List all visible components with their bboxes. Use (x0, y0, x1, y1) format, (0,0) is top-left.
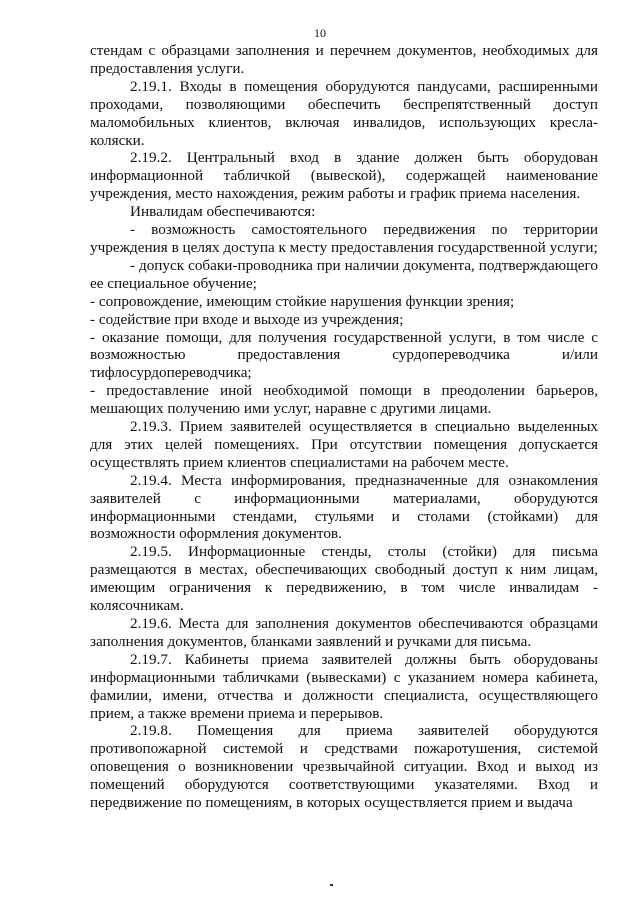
list-item-sign-language: - оказание помощи, для получения государственной услуги, в том числе с возможностью предоставления сурдопереводчика и/или тифлосурдопереводчика; (90, 328, 598, 382)
list-item-mobility: - возможность самостоятельного передвижения по территории учреждения в целях доступа к месту предоставления государственной услуги; (90, 221, 598, 256)
paragraph-2-19-6: 2.19.6. Места для заполнения документов обеспечиваются образцами заполнения документов, бланками заявлений и ручками для письма. (90, 615, 598, 650)
paragraph-2-19-8: 2.19.8. Помещения для приема заявителей оборудуются противопожарной системой и средствами пожаротушения, системой оповещения о возникновении чрезвычайной ситуации. Вход и выход из помещений оборудуются соответствующими указателями. Вход и передвижение по помещениям, в которых осуществляется прием и выдача (90, 722, 598, 812)
document-body (90, 42, 598, 812)
paragraph-2-19-5: 2.19.5. Информационные стенды, столы (стойки) для письма размещаются в местах, обеспечивающих свободный доступ к ним лицам, имеющим ограничения к передвижению, в том числе инвалидам - колясочникам. (90, 543, 598, 615)
paragraph-2-19-7: 2.19.7. Кабинеты приема заявителей должны быть оборудованы информационными табличками (вывесками) с указанием номера кабинета, фамилии, имени, отчества и должности специалиста, осуществляющего прием, а также времени приема и перерывов. (90, 650, 598, 722)
paragraph-intro: стендам с образцами заполнения и перечнем документов, необходимых для предоставления услуги. (90, 42, 598, 77)
page-number: 10 (314, 26, 326, 40)
list-item-other-help: - предоставление иной необходимой помощи в преодолении барьеров, мешающих получению ими услуг, наравне с другими лицами. (90, 382, 598, 418)
paragraph-2-19-2: 2.19.2. Центральный вход в здание должен быть оборудован информационной табличкой (вывеской), содержащей наименование учреждения, место нахождения, режим работы и график приема населения. (90, 149, 598, 203)
scan-dot-mark (330, 884, 333, 886)
paragraph-2-19-3: 2.19.3. Прием заявителей осуществляется в специально выделенных для этих целей помещениях. При отсутствии помещения допускается осуществлять прием клиентов специалистами на рабочем месте. (90, 418, 598, 471)
list-item-entry-assistance: - содействие при входе и выходе из учреждения; (90, 310, 404, 328)
paragraph-2-19-1: 2.19.1. Входы в помещения оборудуются пандусами, расширенными проходами, позволяющими обеспечить беспрепятственный доступ маломобильных клиентов, включая инвалидов, использующих кресла-коляски. (90, 77, 598, 149)
list-item-escort: - сопровождение, имеющим стойкие нарушения функции зрения; (90, 292, 515, 310)
list-item-guide-dog: - допуск собаки-проводника при наличии документа, подтверждающего ее специальное обучение; (90, 256, 598, 292)
paragraph-disabled-provisions-heading: Инвалидам обеспечиваются: (130, 203, 316, 221)
paragraph-2-19-4: 2.19.4. Места информирования, предназначенные для ознакомления заявителей с информационными материалами, оборудуются информационными стендами, стульями и столами (стойками) для возможности оформления документов. (90, 471, 598, 543)
